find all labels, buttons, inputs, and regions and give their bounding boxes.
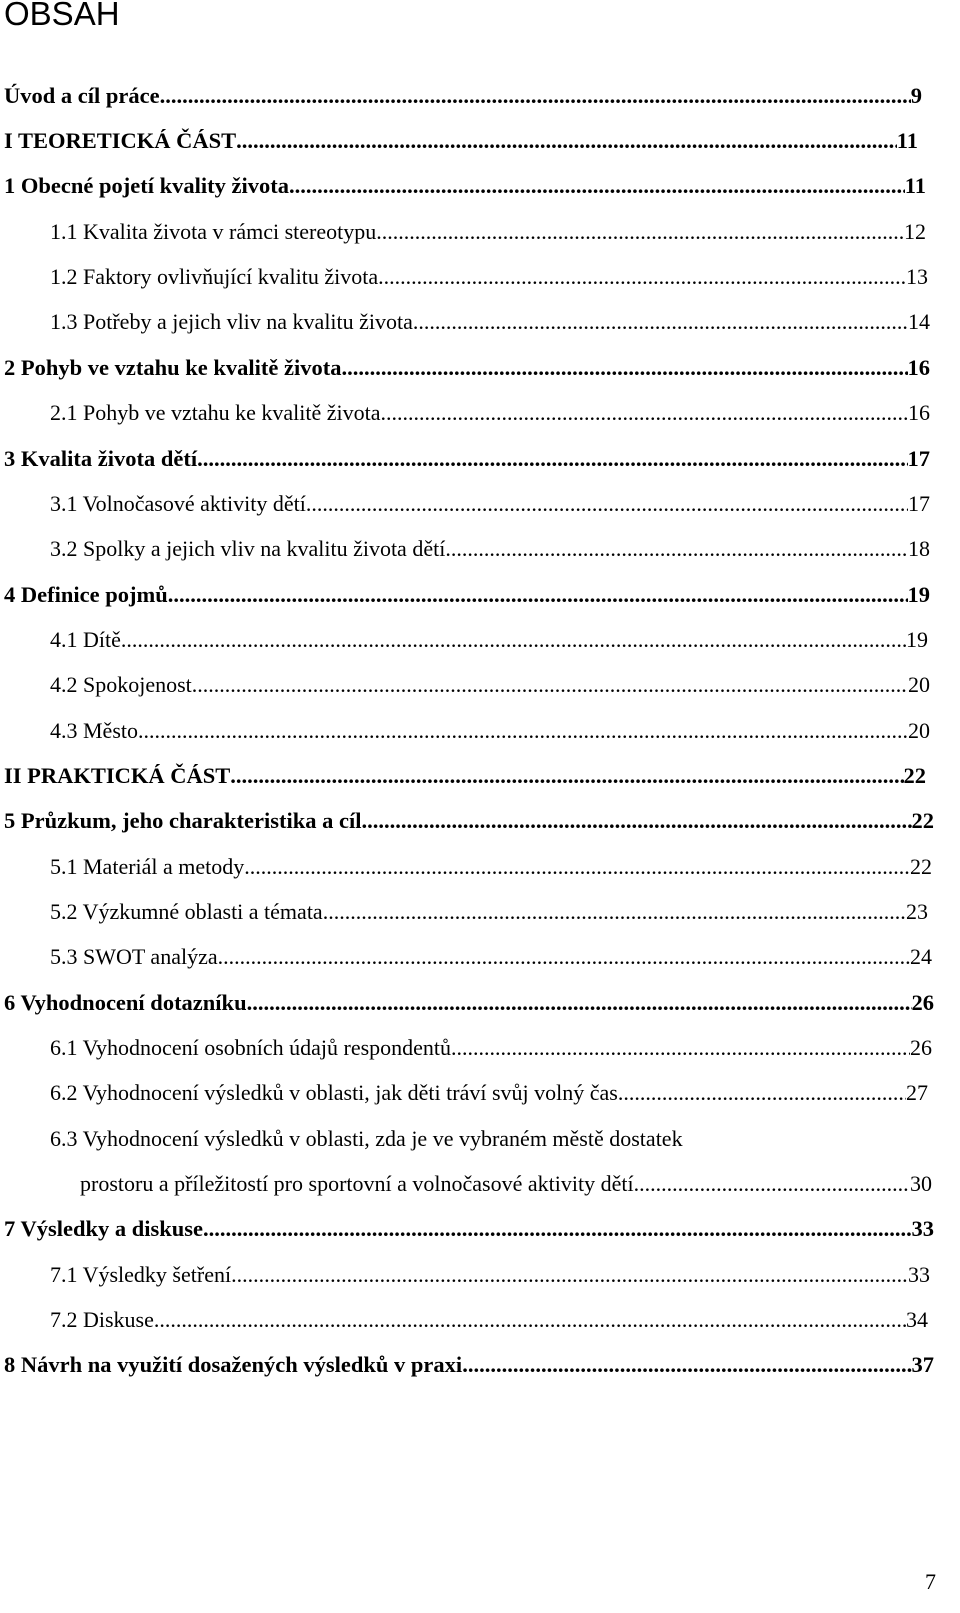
toc-entry-page: 17 — [908, 491, 930, 516]
toc-entry-page: 12 — [904, 219, 926, 244]
toc-entry-page: 16 — [907, 355, 930, 380]
dot-leader — [361, 807, 911, 835]
toc-entry-page: 33 — [911, 1216, 934, 1241]
toc-entry-title: 4.2 Spokojenost — [50, 672, 192, 697]
toc-entry-page: 26 — [910, 1035, 932, 1060]
dot-leader — [160, 82, 911, 110]
toc-entry[interactable] — [50, 308, 930, 336]
dot-leader — [462, 1351, 911, 1379]
dot-leader — [121, 626, 906, 654]
toc-entry[interactable] — [80, 1170, 932, 1198]
dot-leader — [618, 1079, 906, 1107]
toc-entry-page: 22 — [910, 854, 932, 879]
dot-leader — [244, 853, 910, 881]
toc-entry-page: 18 — [908, 536, 930, 561]
toc-entry[interactable] — [50, 626, 928, 654]
toc-entry-page: 20 — [908, 672, 930, 697]
toc-entry-title: 4.3 Město — [50, 718, 138, 743]
toc-entry-title: 5.2 Výzkumné oblasti a témata — [50, 899, 323, 924]
toc-entry-page: 14 — [908, 309, 930, 334]
toc-entry-title: 1.2 Faktory ovlivňující kvalitu života — [50, 264, 379, 289]
toc-entry-title: 4.1 Dítě — [50, 627, 121, 652]
dot-leader — [231, 1261, 908, 1289]
toc-entry-page: 26 — [911, 990, 934, 1015]
toc-entry-page: 34 — [906, 1307, 928, 1332]
toc-entry-title: II PRAKTICKÁ ČÁST — [4, 763, 231, 788]
toc-entry-title: 1.1 Kvalita života v rámci stereotypu — [50, 219, 377, 244]
toc-entry-title: 3.2 Spolky a jejich vliv na kvalitu života dětí — [50, 536, 446, 561]
toc-entry[interactable] — [50, 490, 930, 518]
toc-entry-title: 2 Pohyb ve vztahu ke kvalitě života — [4, 355, 342, 380]
toc-entry-title: 7.2 Diskuse — [50, 1307, 154, 1332]
toc-entry-page: 23 — [906, 899, 928, 924]
toc-entry[interactable] — [4, 354, 930, 382]
toc-entry-page: 17 — [907, 446, 930, 471]
toc-entry-title: 3.1 Volnočasové aktivity dětí — [50, 491, 306, 516]
dot-leader — [445, 535, 908, 563]
dot-leader — [634, 1170, 910, 1198]
page-number: 7 — [925, 1569, 936, 1594]
toc-entry[interactable] — [4, 172, 926, 200]
dot-leader — [306, 490, 908, 518]
toc-entry-page: 27 — [906, 1080, 928, 1105]
dot-leader — [289, 172, 905, 200]
toc-entry-title: I TEORETICKÁ ČÁST — [4, 128, 237, 153]
toc-entry-title: 6 Vyhodnocení dotazníku — [4, 990, 247, 1015]
toc-entry[interactable] — [50, 898, 928, 926]
toc-heading: OBSAH — [4, 0, 120, 32]
toc-entry-title: 7 Výsledky a diskuse — [4, 1216, 204, 1241]
dot-leader — [192, 671, 908, 699]
dot-leader — [230, 762, 903, 790]
dot-leader — [342, 354, 908, 382]
toc-entry[interactable] — [4, 989, 934, 1017]
toc-entry[interactable] — [4, 1215, 934, 1243]
toc-entry[interactable] — [50, 671, 930, 699]
toc-entry-title: 1 Obecné pojetí kvality života — [4, 173, 289, 198]
toc-entry[interactable] — [4, 807, 934, 835]
toc-entry-page: 13 — [906, 264, 928, 289]
dot-leader — [218, 943, 910, 971]
toc-entry-title: 6.1 Vyhodnocení osobních údajů respondentů — [50, 1035, 452, 1060]
toc-entry-title: 1.3 Potřeby a jejich vliv na kvalitu života — [50, 309, 413, 334]
toc-entry-page: 9 — [910, 83, 922, 108]
dot-leader — [378, 263, 906, 291]
toc-entry-page: 22 — [911, 808, 934, 833]
toc-entry-title: prostoru a příležitostí pro sportovní a volnočasové aktivity dětí — [80, 1171, 634, 1196]
toc-entry[interactable] — [4, 82, 922, 110]
dot-leader — [247, 989, 912, 1017]
toc-entry[interactable] — [50, 399, 930, 427]
dot-leader — [451, 1034, 910, 1062]
toc-entry-title: Úvod a cíl práce — [4, 83, 160, 108]
toc-entry-title: 5 Průzkum, jeho charakteristika a cíl — [4, 808, 362, 833]
toc-entry[interactable] — [50, 1034, 932, 1062]
toc-entry-page: 19 — [906, 627, 928, 652]
toc-entry[interactable] — [50, 1079, 928, 1107]
dot-leader — [138, 717, 908, 745]
toc-entry-page: 33 — [908, 1262, 930, 1287]
toc-entry-title: 5.3 SWOT analýza — [50, 944, 218, 969]
toc-entry-title: 7.1 Výsledky šetření — [50, 1262, 232, 1287]
dot-leader — [236, 127, 897, 155]
dot-leader — [381, 399, 908, 427]
toc-entry[interactable] — [4, 762, 926, 790]
toc-entry-page: 20 — [908, 718, 930, 743]
toc-entry[interactable] — [4, 581, 930, 609]
toc-entry-title-first-line: 6.3 Vyhodnocení výsledků v oblasti, zda je ve vybraném městě dostatek — [50, 1126, 683, 1151]
dot-leader — [197, 445, 907, 473]
toc-entry[interactable] — [50, 218, 926, 246]
toc-entry-page: 16 — [908, 400, 930, 425]
toc-entry[interactable] — [50, 1306, 928, 1334]
toc-entry-title: 3 Kvalita života dětí — [4, 446, 198, 471]
dot-leader — [413, 308, 908, 336]
toc-entry-title: 8 Návrh na využití dosažených výsledků v praxi — [4, 1352, 463, 1377]
toc-entry[interactable] — [50, 943, 932, 971]
toc-entry[interactable] — [4, 1351, 934, 1379]
dot-leader — [203, 1215, 911, 1243]
toc-entry-page: 37 — [911, 1352, 934, 1377]
dot-leader — [154, 1306, 906, 1334]
toc-entry-page: 19 — [907, 582, 930, 607]
toc-entry[interactable] — [50, 1261, 930, 1289]
toc-entry[interactable] — [50, 717, 930, 745]
toc-entry-page: 11 — [904, 173, 926, 198]
dot-leader — [168, 581, 908, 609]
toc-entry-page: 22 — [903, 763, 926, 788]
toc-entry[interactable] — [50, 853, 932, 881]
toc-entry-title: 2.1 Pohyb ve vztahu ke kvalitě života — [50, 400, 381, 425]
dot-leader — [376, 218, 904, 246]
toc-entry[interactable] — [4, 445, 930, 473]
toc-entry-page: 24 — [910, 944, 932, 969]
dot-leader — [323, 898, 906, 926]
toc-entry[interactable] — [50, 535, 930, 563]
toc-entry-page: 11 — [896, 128, 918, 153]
toc-entry-title: 6.2 Vyhodnocení výsledků v oblasti, jak děti tráví svůj volný čas — [50, 1080, 618, 1105]
toc-entry[interactable] — [50, 263, 928, 291]
toc-entry[interactable] — [4, 127, 918, 155]
toc-entry-title: 5.1 Materiál a metody — [50, 854, 245, 879]
toc-entry-page: 30 — [910, 1171, 932, 1196]
toc-entry-title: 4 Definice pojmů — [4, 582, 168, 607]
